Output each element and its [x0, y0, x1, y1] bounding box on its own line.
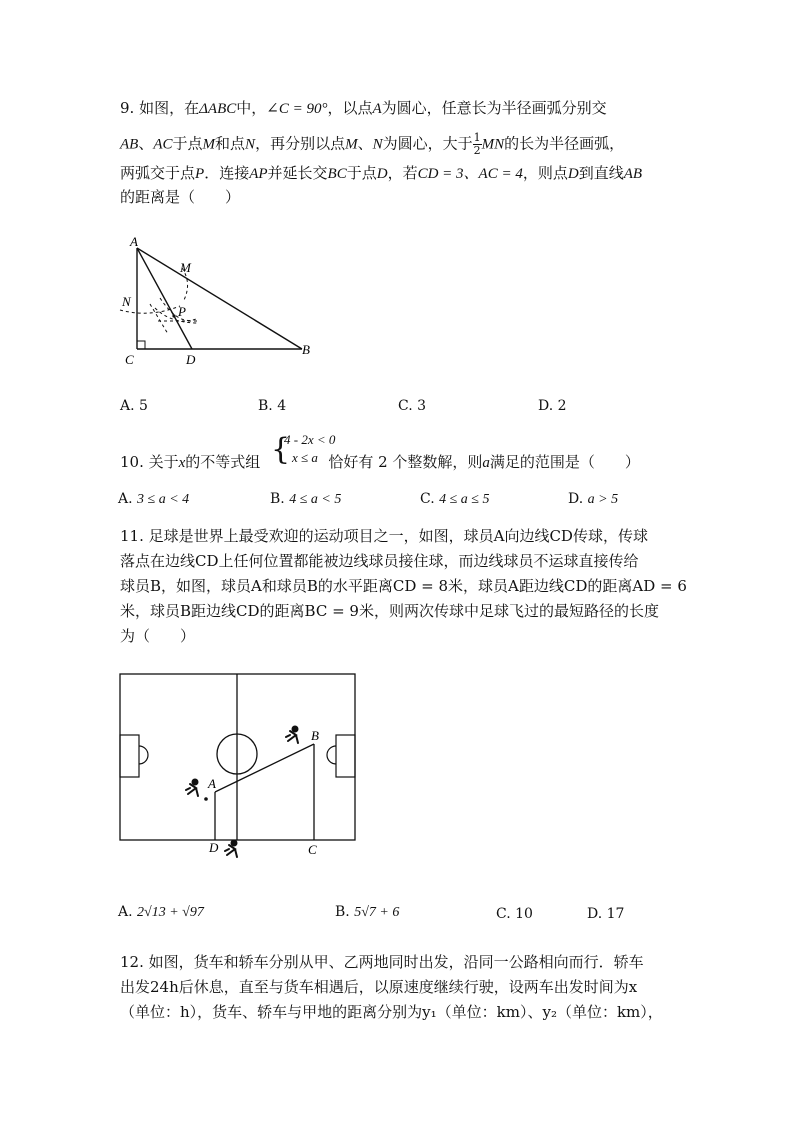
q10-option-b[interactable]: B. 4 ≤ a < 5 — [270, 491, 342, 507]
q11-option-c[interactable]: C. 10 — [496, 906, 533, 922]
label-A: A — [130, 234, 138, 249]
label-M: M — [180, 260, 191, 275]
q9-line-4: 的距离是（ ） — [120, 188, 241, 206]
label-C: C — [308, 842, 317, 857]
brace-icon: { — [271, 432, 291, 467]
q10-option-a[interactable]: A. 3 ≤ a < 4 — [118, 491, 190, 507]
q11-line-4: 米，球员B距边线CD的距离BC = 9米，则两次传球中足球飞过的最短路径的长度 — [120, 602, 659, 620]
q9-triangle-figure — [110, 228, 330, 368]
q10-inequality-1: 4 - 2x < 0 — [284, 432, 336, 447]
player-d-icon — [225, 841, 237, 858]
q10-line: 10. 关于x的不等式组 恰好有 2 个整数解，则a满足的范围是（ ） — [120, 453, 640, 471]
q9-option-a[interactable]: A. 5 — [120, 398, 148, 414]
player-a-icon — [186, 780, 198, 797]
label-D: D — [186, 352, 196, 367]
q11-option-b[interactable]: B. 5√7 + 6 — [335, 904, 400, 920]
q11-option-d[interactable]: D. 17 — [587, 906, 625, 922]
q10-option-d[interactable]: D. a > 5 — [568, 491, 619, 507]
q9-line-3: 两弧交于点P．连接AP并延长交BC于点D，若CD = 3、AC = 4，则点D到直线AB — [120, 164, 643, 182]
label-B: B — [311, 728, 319, 743]
q11-line-2: 落点在边线CD上任何位置都能被边线球员接住球，而边线球员不运球直接传给 — [120, 552, 639, 570]
label-D: D — [209, 840, 219, 855]
q12-line-2: 出发24h后休息，直至与货车相遇后，以原速度继续行驶，设两车出发时间为x — [120, 978, 638, 996]
label-C: C — [125, 352, 134, 367]
q11-line-3: 球员B，如图，球员A和球员B的水平距离CD = 8米，球员A距边线CD的距离AD = 6 — [120, 577, 687, 595]
q10-inequality-2: x ≤ a — [292, 450, 318, 465]
q10-option-c[interactable]: C. 4 ≤ a ≤ 5 — [420, 491, 490, 507]
q12-line-1: 12. 如图，货车和轿车分别从甲、乙两地同时出发，沿同一公路相向而行．轿车 — [120, 953, 644, 971]
q11-option-a[interactable]: A. 2√13 + √97 — [118, 904, 204, 920]
fraction-one-half: $\frac{1}{2}$ — [473, 131, 481, 157]
q11-soccer-field-figure — [118, 672, 358, 864]
q11-line-5: 为（ ） — [120, 627, 196, 645]
q11-line-1: 11. 足球是世界上最受欢迎的运动项目之一，如图，球员A向边线CD传球，传球 — [120, 527, 648, 545]
label-P: P — [178, 304, 186, 319]
player-b-icon — [286, 727, 298, 744]
label-A: A — [208, 776, 216, 791]
q9-line-2: AB、AC于点M和点N，再分别以点M、N为圆心，大于 $\frac{1}{2}$ MN的长为半径画弧， — [120, 131, 625, 157]
q12-line-3: （单位：h），货车、轿车与甲地的距离分别为y₁（单位：km）、y₂（单位：km）， — [120, 1003, 663, 1021]
q9-option-d[interactable]: D. 2 — [538, 398, 567, 414]
q9-option-c[interactable]: C. 3 — [398, 398, 427, 414]
label-B: B — [302, 342, 310, 357]
label-N: N — [122, 294, 131, 309]
q9-line-1: 9. 如图，在ΔABC中，∠C = 90°，以点A为圆心，任意长为半径画弧分别交 — [120, 99, 607, 117]
q9-option-b[interactable]: B. 4 — [258, 398, 287, 414]
